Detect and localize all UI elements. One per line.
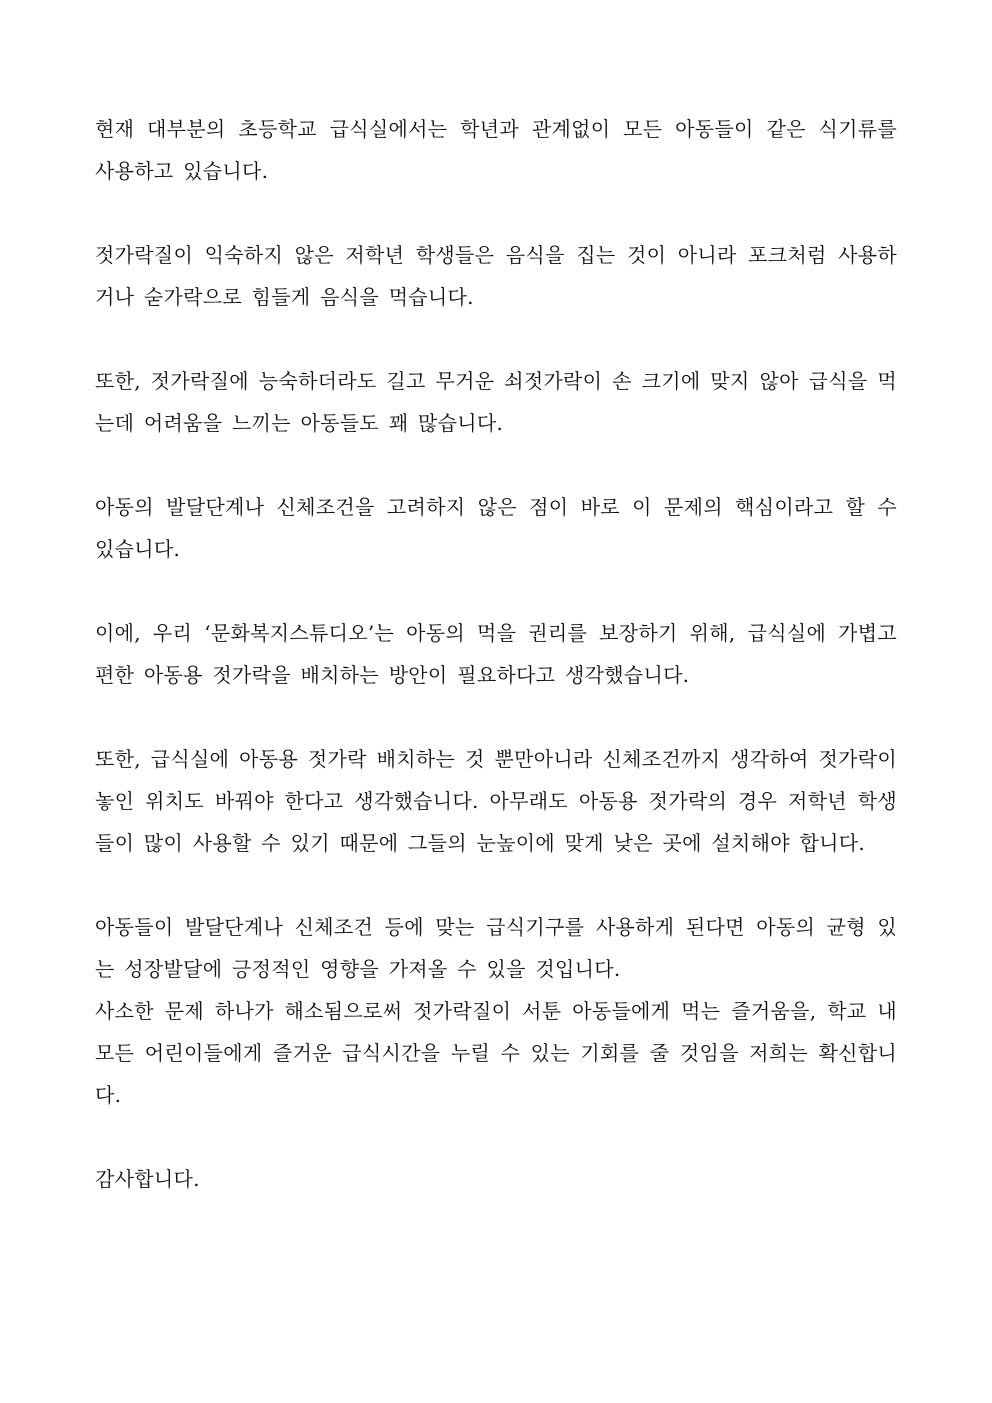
paragraph-cafeteria-utensils: 현재 대부분의 초등학교 급식실에서는 학년과 관계없이 모든 아동들이 같은 식기류를 사용하고 있습니다.	[95, 117, 897, 183]
paragraph-chopstick-skills: 젓가락질이 익숙하지 않은 저학년 학생들은 음식을 집는 것이 아니라 포크처럼 사용하거나 숟가락으로 힘들게 음식을 먹습니다.	[95, 243, 897, 309]
paragraph-core-problem: 아동의 발달단계나 신체조건을 고려하지 않은 점이 바로 이 문제의 핵심이라고 할 수 있습니다.	[95, 495, 897, 561]
paragraph-placement: 또한, 급식실에 아동용 젓가락 배치하는 것 뿐만아니라 신체조건까지 생각하여 젓가락이 놓인 위치도 바꿔야 한다고 생각했습니다. 아무래도 아동용 젓가락의 경우 저학년 학생들이 많이 사용할 수 있기 때문에 그들의 눈높이에 맞게 낮은 곳에 설치해야 합니다.	[95, 747, 897, 855]
paragraph-gap	[95, 318, 897, 360]
paragraph-benefit: 아동들이 발달단계나 신체조건 등에 맞는 급식기구를 사용하게 된다면 아동의 균형 있는 성장발달에 긍정적인 영향을 가져올 수 있을 것입니다.	[95, 915, 897, 981]
paragraph-gap	[95, 444, 897, 486]
paragraph-gap	[95, 192, 897, 234]
paragraph-heavy-chopsticks: 또한, 젓가락질에 능숙하더라도 길고 무거운 쇠젓가락이 손 크기에 맞지 않아 급식을 먹는데 어려움을 느끼는 아동들도 꽤 많습니다.	[95, 369, 897, 435]
paragraph-gap	[95, 1116, 897, 1158]
closing-thanks: 감사합니다.	[95, 1167, 200, 1191]
paragraph-proposal: 이에, 우리 ‘문화복지스튜디오’는 아동의 먹을 권리를 보장하기 위해, 급식실에 가볍고 편한 아동용 젓가락을 배치하는 방안이 필요하다고 생각했습니다.	[95, 621, 897, 687]
paragraph-gap	[95, 570, 897, 612]
document-body	[95, 108, 897, 1200]
paragraph-gap	[95, 864, 897, 906]
paragraph-gap	[95, 696, 897, 738]
paragraph-conviction: 사소한 문제 하나가 해소됨으로써 젓가락질이 서툰 아동들에게 먹는 즐거움을, 학교 내 모든 어린이들에게 즐거운 급식시간을 누릴 수 있는 기회를 줄 것임을 저희는 확신합니다.	[95, 999, 897, 1107]
